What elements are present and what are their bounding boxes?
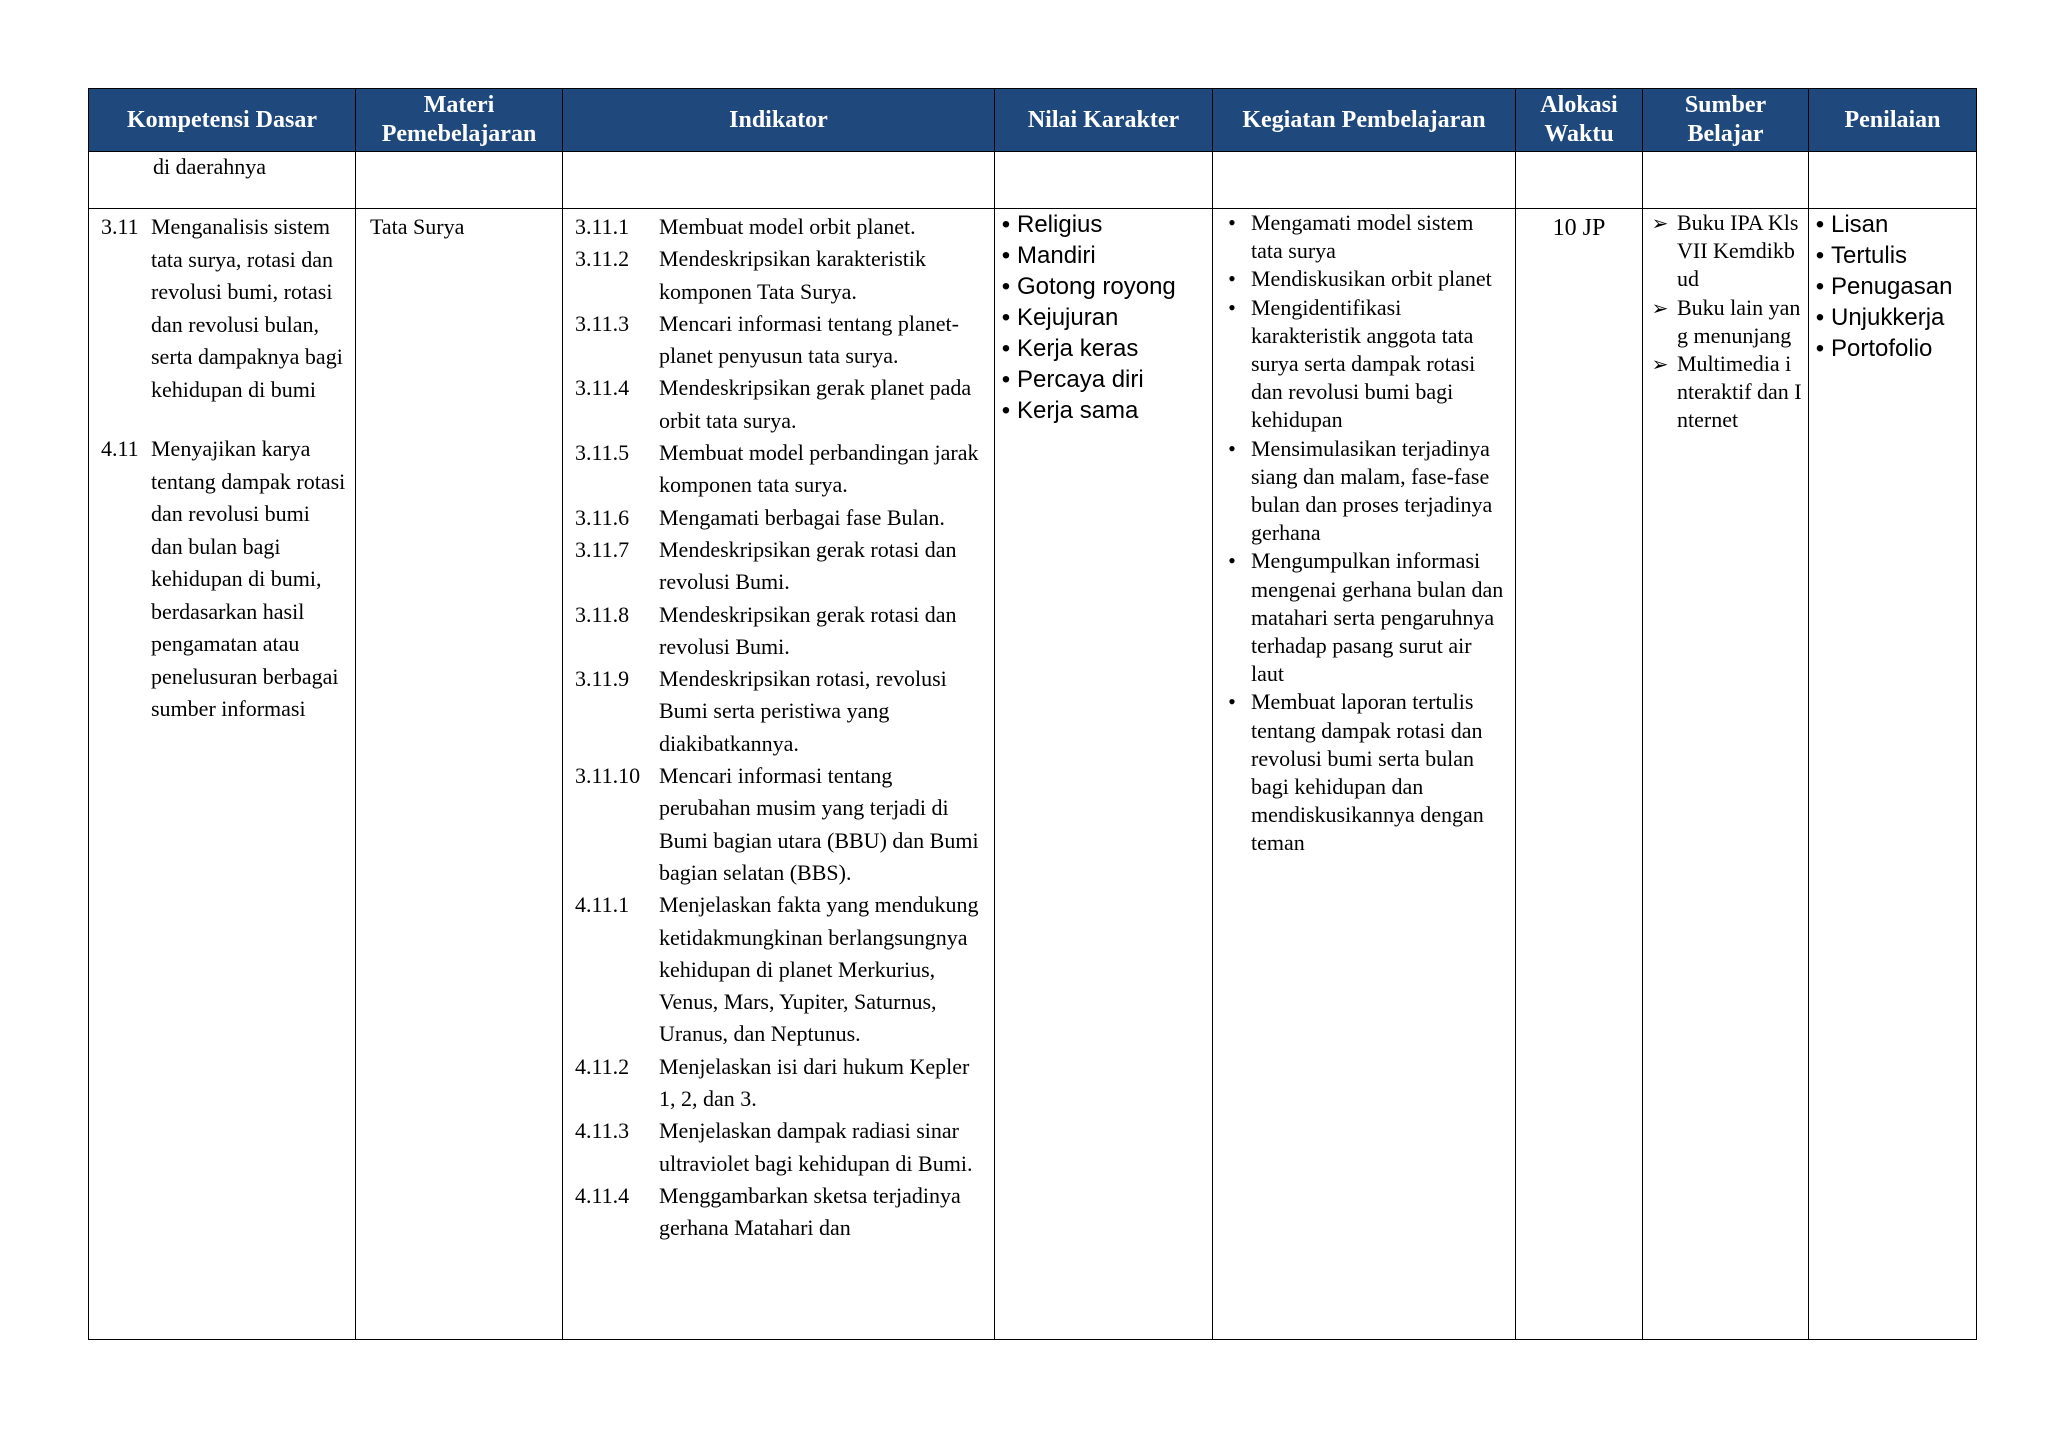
nilai-item-text: Percaya diri bbox=[1017, 366, 1144, 393]
nilai-list bbox=[995, 209, 1212, 426]
indikator-number: 3.11.2 bbox=[575, 246, 630, 272]
bullet-icon bbox=[995, 395, 1017, 426]
header-alokasi bbox=[1516, 89, 1643, 152]
arrow-bullet-icon bbox=[1643, 294, 1677, 350]
header-label: Kompetensi Dasar bbox=[127, 106, 317, 133]
indikator-text: Mendeskripsikan gerak rotasi dan revolusi Bumi. bbox=[659, 601, 957, 659]
nilai-item bbox=[995, 271, 1212, 302]
syllabus-table bbox=[88, 88, 1977, 1340]
nilai-item bbox=[995, 395, 1212, 426]
kegiatan-item-text: Mensimulasikan terjadinya siang dan malam, fase-fase bulan dan proses terjadinya gerhana bbox=[1251, 435, 1493, 546]
kegiatan-item-text: Mendiskusikan orbit planet bbox=[1251, 266, 1492, 292]
indikator-item bbox=[575, 599, 994, 664]
indikator-number: 3.11.1 bbox=[575, 214, 630, 239]
indikator-number: 3.11.9 bbox=[575, 666, 630, 692]
header-label: Waktu bbox=[1544, 121, 1614, 147]
bullet-icon bbox=[1809, 302, 1831, 333]
indikator-text: Membuat model orbit planet. bbox=[659, 214, 916, 239]
bullet-icon bbox=[995, 302, 1017, 333]
header-label: Materi bbox=[423, 92, 495, 118]
penilaian-item-text: Portofolio bbox=[1831, 335, 1933, 362]
header-label: Alokasi bbox=[1540, 92, 1618, 118]
header-materi bbox=[356, 89, 563, 152]
kegiatan-item-text: Mengidentifikasi karakteristik anggota tata surya serta dampak rotasi dan revolusi bumi bagi kehidupan bbox=[1251, 294, 1476, 433]
kegiatan-item-text: Mengamati model sistem tata surya bbox=[1251, 210, 1474, 264]
kd-item bbox=[101, 431, 355, 726]
indikator-text: Mendeskripsikan gerak planet pada orbit tata surya. bbox=[659, 375, 972, 433]
nilai-item bbox=[995, 333, 1212, 364]
indikator-item bbox=[575, 437, 994, 502]
indikator-item bbox=[575, 1180, 994, 1245]
cell-sumber bbox=[1643, 209, 1809, 1340]
indikator-number: 4.11.1 bbox=[575, 892, 630, 918]
cell-empty bbox=[1516, 152, 1643, 209]
indikator-number: 4.11.3 bbox=[575, 1118, 630, 1144]
header-label: Sumber bbox=[1684, 92, 1767, 118]
arrow-bullet-icon bbox=[1643, 209, 1677, 294]
penilaian-item bbox=[1809, 240, 1976, 271]
nilai-item bbox=[995, 240, 1212, 271]
nilai-item-text: Kejujuran bbox=[1017, 304, 1119, 331]
kd-text: Menganalisis sistem tata surya, rotasi dan revolusi bumi, rotasi dan revolusi bulan, serta dampaknya bagi kehidupan di bumi bbox=[151, 214, 343, 402]
indikator-item bbox=[575, 760, 994, 889]
header-sumber bbox=[1643, 89, 1809, 152]
nilai-item-text: Kerja sama bbox=[1017, 397, 1139, 424]
header-indikator bbox=[563, 89, 995, 152]
bullet-icon bbox=[995, 333, 1017, 364]
bullet-icon bbox=[1213, 265, 1251, 293]
content-row bbox=[89, 209, 1977, 1340]
indikator-item bbox=[575, 243, 994, 308]
bullet-icon bbox=[1809, 209, 1831, 240]
indikator-text: Mencari informasi tentang planet-planet penyusun tata surya. bbox=[659, 310, 959, 369]
nilai-item-text: Mandiri bbox=[1017, 242, 1096, 269]
cell-nilai-karakter bbox=[995, 209, 1213, 1340]
sumber-item-text: Buku lain yang menunjang bbox=[1677, 294, 1801, 348]
penilaian-list bbox=[1809, 209, 1976, 364]
indikator-list bbox=[563, 209, 994, 1245]
nilai-item bbox=[995, 364, 1212, 395]
header-label: Indikator bbox=[729, 106, 828, 133]
materi-text: Tata Surya bbox=[370, 214, 465, 239]
indikator-item bbox=[575, 663, 994, 760]
indikator-number: 4.11.2 bbox=[575, 1053, 630, 1079]
cell-empty bbox=[1809, 152, 1977, 209]
indikator-text: Menggambarkan sketsa terjadinya gerhana Matahari dan bbox=[659, 1182, 961, 1241]
penilaian-item-text: Lisan bbox=[1831, 211, 1889, 238]
nilai-item bbox=[995, 302, 1212, 333]
indikator-item bbox=[575, 372, 994, 437]
bullet-icon bbox=[1809, 333, 1831, 364]
indikator-text: Menjelaskan isi dari hukum Kepler 1, 2, dan 3. bbox=[659, 1053, 970, 1112]
syllabus-page bbox=[88, 88, 1977, 1340]
indikator-item bbox=[575, 308, 994, 373]
kd-number: 4.11 bbox=[101, 436, 139, 461]
bullet-icon bbox=[995, 364, 1017, 395]
header-row bbox=[89, 89, 1977, 152]
bullet-icon bbox=[1213, 209, 1251, 265]
nilai-item-text: Kerja keras bbox=[1017, 335, 1139, 362]
indikator-text: Mendeskripsikan rotasi, revolusi Bumi serta peristiwa yang diakibatkannya. bbox=[659, 666, 947, 756]
header-nilai-karakter bbox=[995, 89, 1213, 152]
indikator-number: 3.11.6 bbox=[575, 504, 630, 530]
cell-kompetensi-dasar bbox=[89, 209, 356, 1340]
indikator-number: 3.11.3 bbox=[575, 310, 630, 336]
indikator-item bbox=[575, 1115, 994, 1180]
bullet-icon bbox=[1213, 294, 1251, 435]
continued-text: di daerahnya bbox=[153, 154, 266, 179]
nilai-item-text: Religius bbox=[1017, 211, 1103, 238]
alokasi-text: 10 JP bbox=[1552, 215, 1606, 241]
indikator-number: 4.11.4 bbox=[575, 1182, 630, 1208]
indikator-item bbox=[575, 534, 994, 599]
sumber-item bbox=[1643, 294, 1808, 350]
kd-list bbox=[89, 209, 355, 726]
cell-alokasi bbox=[1516, 209, 1643, 1340]
header-label: Nilai Karakter bbox=[1027, 106, 1180, 133]
indikator-number: 3.11.7 bbox=[575, 536, 630, 562]
bullet-icon bbox=[995, 240, 1017, 271]
cell-indikator bbox=[563, 209, 995, 1340]
kd-number: 3.11 bbox=[101, 214, 139, 239]
header-label: Belajar bbox=[1687, 121, 1764, 147]
header-penilaian bbox=[1809, 89, 1977, 152]
cell-empty bbox=[1213, 152, 1516, 209]
kegiatan-item bbox=[1213, 547, 1515, 688]
penilaian-item bbox=[1809, 209, 1976, 240]
bullet-icon bbox=[995, 209, 1017, 240]
bullet-icon bbox=[1213, 547, 1251, 688]
bullet-icon bbox=[995, 271, 1017, 302]
indikator-text: Menjelaskan fakta yang mendukung ketidakmungkinan berlangsungnya kehidupan di planet Merkurius, Venus, Mars, Yupiter, Saturnus, Uranus, dan Neptunus. bbox=[659, 892, 979, 1047]
cell-kd-continued bbox=[89, 152, 356, 209]
cell-empty bbox=[995, 152, 1213, 209]
kegiatan-item bbox=[1213, 265, 1515, 293]
indikator-item bbox=[575, 1051, 994, 1116]
kegiatan-item bbox=[1213, 435, 1515, 548]
header-label: Kegiatan Pembelajaran bbox=[1242, 106, 1486, 133]
kegiatan-item bbox=[1213, 294, 1515, 435]
bullet-icon bbox=[1213, 435, 1251, 548]
continuation-row bbox=[89, 152, 1977, 209]
penilaian-item bbox=[1809, 302, 1976, 333]
indikator-number: 3.11.4 bbox=[575, 375, 630, 401]
penilaian-item bbox=[1809, 333, 1976, 364]
indikator-number: 3.11.5 bbox=[575, 440, 630, 466]
indikator-text: Menjelaskan dampak radiasi sinar ultraviolet bagi kehidupan di Bumi. bbox=[659, 1118, 973, 1176]
kegiatan-item bbox=[1213, 209, 1515, 265]
header-kompetensi-dasar bbox=[89, 89, 356, 152]
cell-penilaian bbox=[1809, 209, 1977, 1340]
penilaian-item bbox=[1809, 271, 1976, 302]
bullet-icon bbox=[1809, 271, 1831, 302]
arrow-bullet-icon bbox=[1643, 350, 1677, 435]
indikator-text: Mencari informasi tentang perubahan musim yang terjadi di Bumi bagian utara (BBU) dan Bumi bagian selatan (BBS). bbox=[659, 763, 979, 885]
sumber-list bbox=[1643, 209, 1808, 435]
kegiatan-item bbox=[1213, 688, 1515, 857]
bullet-icon bbox=[1809, 240, 1831, 271]
nilai-item bbox=[995, 209, 1212, 240]
kegiatan-item-text: Mengumpulkan informasi mengenai gerhana bulan dan matahari serta pengaruhnya terhadap pasang surut air laut bbox=[1251, 548, 1504, 687]
cell-empty bbox=[1643, 152, 1809, 209]
penilaian-item-text: Tertulis bbox=[1831, 242, 1908, 269]
kd-text: Menyajikan karya tentang dampak rotasi dan revolusi bumi dan bulan bagi kehidupan di bumi, berdasarkan hasil pengamatan atau penelusuran berbagai sumber informasi bbox=[151, 436, 346, 721]
indikator-text: Mendeskripsikan gerak rotasi dan revolusi Bumi. bbox=[659, 536, 957, 595]
header-label: Pemebelajaran bbox=[381, 121, 537, 147]
sumber-item bbox=[1643, 350, 1808, 435]
indikator-item bbox=[575, 889, 994, 1050]
kegiatan-item-text: Membuat laporan tertulis tentang dampak rotasi dan revolusi bumi serta bulan bagi kehidupan dan mendiskusikannya dengan teman bbox=[1251, 689, 1484, 856]
indikator-item bbox=[575, 502, 994, 534]
sumber-item bbox=[1643, 209, 1808, 294]
cell-empty bbox=[563, 152, 995, 209]
indikator-number: 3.11.10 bbox=[575, 763, 641, 789]
cell-kegiatan bbox=[1213, 209, 1516, 1340]
indikator-number: 3.11.8 bbox=[575, 601, 630, 627]
kd-item bbox=[101, 209, 355, 406]
header-kegiatan bbox=[1213, 89, 1516, 152]
sumber-item-text: Multimedia interaktif dan Internet bbox=[1677, 351, 1802, 433]
indikator-text: Mendeskripsikan karakteristik komponen Tata Surya. bbox=[659, 246, 926, 304]
indikator-text: Mengamati berbagai fase Bulan. bbox=[659, 504, 945, 530]
cell-empty bbox=[356, 152, 563, 209]
indikator-item bbox=[575, 209, 994, 243]
sumber-item-text: Buku IPA Kls VII Kemdikbud bbox=[1677, 210, 1799, 292]
cell-materi bbox=[356, 209, 563, 1340]
header-label: Penilaian bbox=[1844, 106, 1941, 133]
indikator-text: Membuat model perbandingan jarak komponen tata surya. bbox=[659, 440, 979, 498]
penilaian-item-text: Penugasan bbox=[1831, 273, 1953, 300]
kegiatan-list bbox=[1213, 209, 1515, 858]
penilaian-item-text: Unjukkerja bbox=[1831, 304, 1945, 331]
nilai-item-text: Gotong royong bbox=[1017, 273, 1176, 300]
bullet-icon bbox=[1213, 688, 1251, 857]
